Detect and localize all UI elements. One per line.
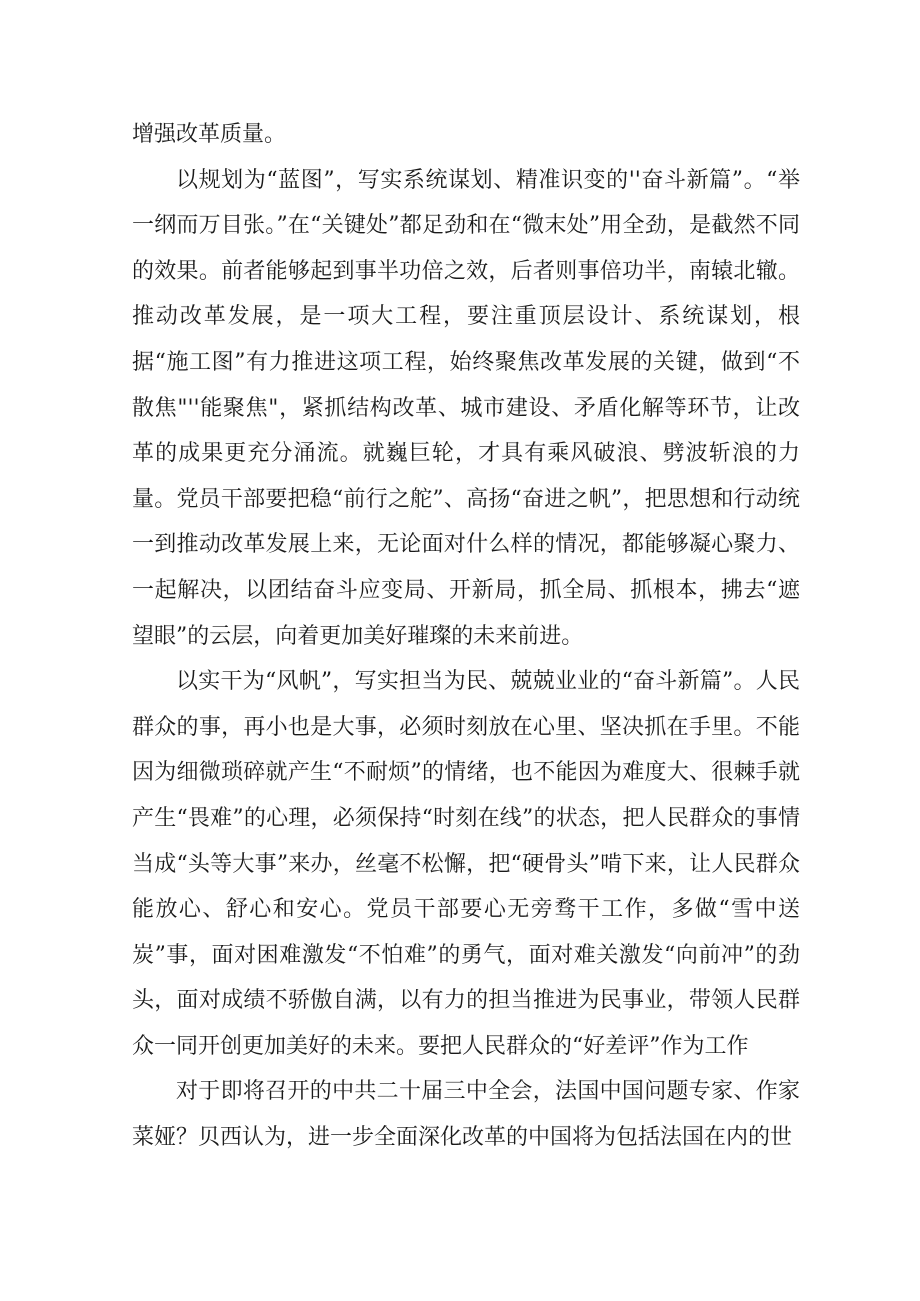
paragraph-4: 对于即将召开的中共二十届三中全会，法国中国问题专家、作家菜娅？贝西认为，进一步全面深化改革的中国将为包括法国在内的世 bbox=[132, 1079, 800, 1151]
paragraph-1: 增强改革质量。 bbox=[132, 122, 287, 147]
paragraph-3: 以实干为“风帆”，写实担当为民、兢兢业业的“奋斗新篇”。人民群众的事，再小也是大事，必须时刻放在心里、坚决抓在手里。不能因为细微琐碎就产生“不耐烦”的情绪，也不能因为难度大、很棘手就产生“畏难”的心理，必须保持“时刻在线”的状态，把人民群众的事情当成“头等大事”来办，丝毫不松懈，把“硬骨头”啃下来，让人民群众能放心、舒心和安心。党员干部要心无旁骛干工作，多做“雪中送炭”事，面对困难激发“不怕难”的勇气，面对难关激发“向前冲”的劲头，面对成绩不骄傲自满，以有力的担当推进为民事业，带领人民群众一同开创更加美好的未来。要把人民群众的“好差评”作为工作 bbox=[132, 669, 800, 1059]
document-body bbox=[132, 112, 800, 1161]
paragraph-2: 以规划为“蓝图”，写实系统谋划、精准识变的''奋斗新篇”。“举一纲而万目张。”在“关键处”都足劲和在“微末处”用全劲，是截然不同的效果。前者能够起到事半功倍之效，后者则事倍功半，南辕北辙。推动改革发展，是一项大工程，要注重顶层设计、系统谋划，根据“施工图”有力推进这项工程，始终聚焦改革发展的关键，做到“不散焦"''能聚焦"，紧抓结构改革、城市建设、矛盾化解等环节，让改革的成果更充分涌流。就巍巨轮，才具有乘风破浪、劈波斩浪的力量。党员干部要把稳“前行之舵”、高扬“奋进之帆”，把思想和行动统一到推动改革发展上来，无论面对什么样的情况，都能够凝心聚力、一起解决，以团结奋斗应变局、开新局，抓全局、抓根本，拂去“遮望眼”的云层，向着更加美好璀璨的未来前进。 bbox=[132, 167, 800, 649]
